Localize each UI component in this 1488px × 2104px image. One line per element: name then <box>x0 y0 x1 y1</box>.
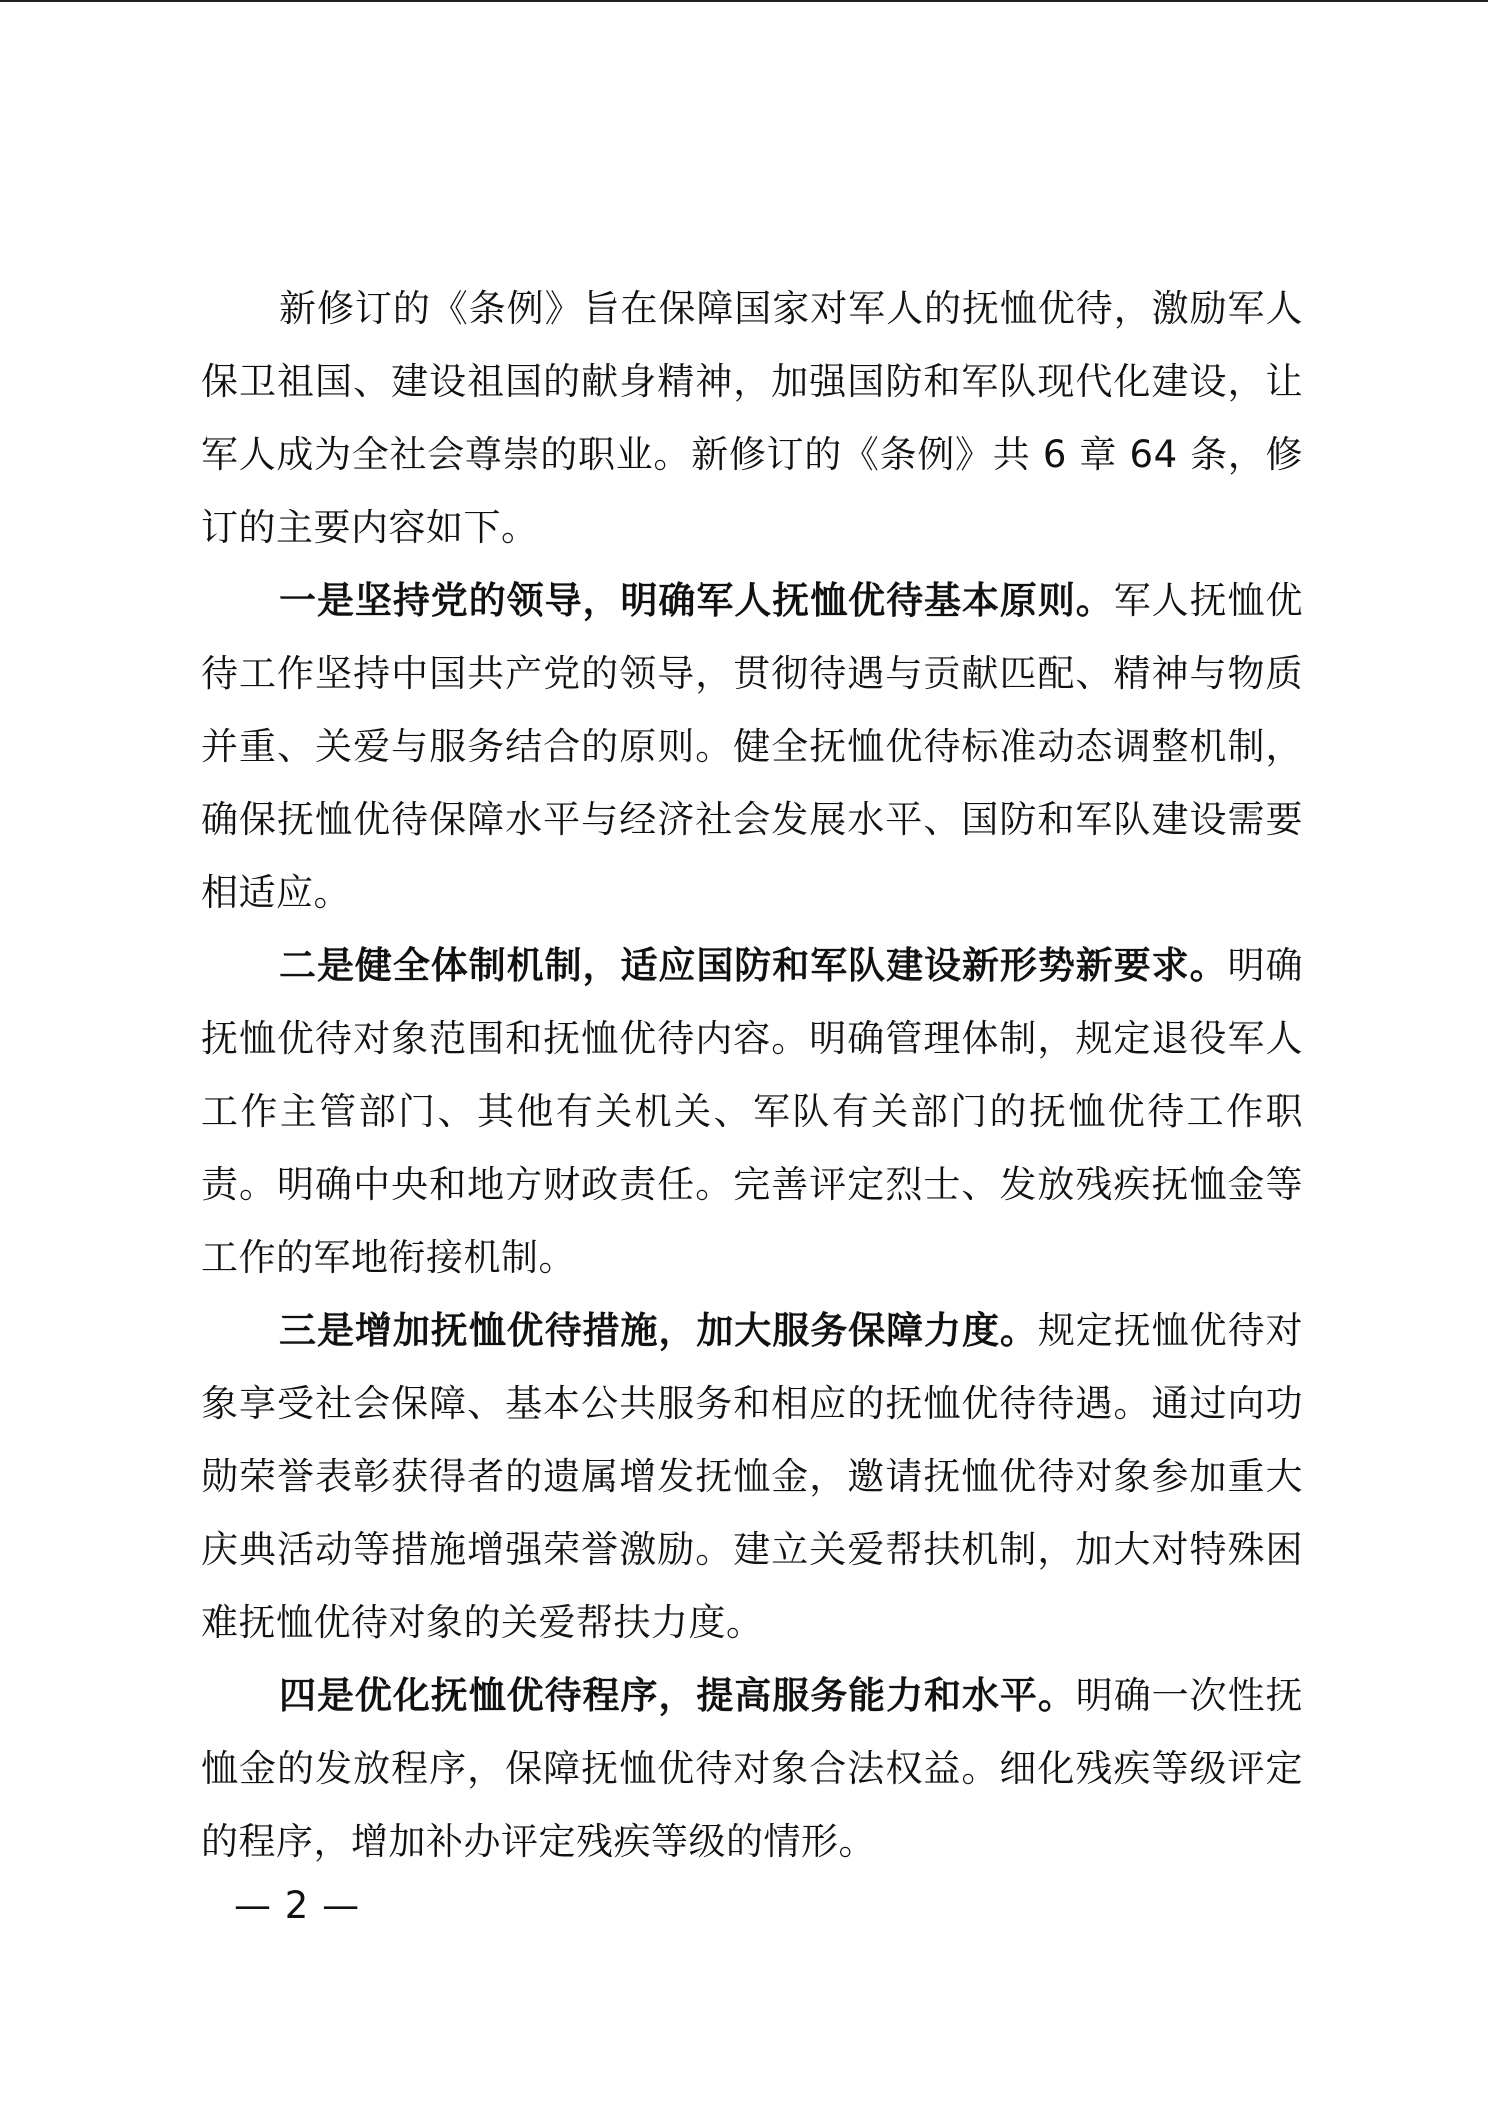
page-number: — 2 — <box>234 1884 361 1927</box>
paragraph-lead: 三是增加抚恤优待措施，加大服务保障力度。 <box>279 1309 1038 1352</box>
paragraph-point-two <box>201 929 1303 1294</box>
paragraph-text: 明确一次性抚恤金的发放程序，保障抚恤优待对象合法权益。细化残疾等级评定的程序，增加补办评定残疾等级的情形。 <box>201 1674 1304 1863</box>
document-body <box>201 272 1303 1878</box>
paragraph-point-three <box>201 1294 1303 1659</box>
paragraph-point-four <box>201 1659 1303 1878</box>
paragraph-lead: 一是坚持党的领导，明确军人抚恤优待基本原则。 <box>279 579 1114 622</box>
paragraph-intro <box>201 272 1303 564</box>
paragraph-lead: 四是优化抚恤优待程序，提高服务能力和水平。 <box>279 1674 1076 1717</box>
paragraph-point-one <box>201 564 1303 929</box>
paragraph-text: 新修订的《条例》旨在保障国家对军人的抚恤优待，激励军人保卫祖国、建设祖国的献身精神，加强国防和军队现代化建设，让军人成为全社会尊崇的职业。新修订的《条例》共 6 章 64 条，修订的主要内容如下。 <box>201 287 1303 549</box>
paragraph-text: 明确抚恤优待对象范围和抚恤优待内容。明确管理体制，规定退役军人工作主管部门、其他有关机关、军队有关部门的抚恤优待工作职责。明确中央和地方财政责任。完善评定烈士、发放残疾抚恤金等工作的军地衔接机制。 <box>201 944 1304 1279</box>
paragraph-text: 规定抚恤优待对象享受社会保障、基本公共服务和相应的抚恤优待待遇。通过向功勋荣誉表彰获得者的遗属增发抚恤金，邀请抚恤优待对象参加重大庆典活动等措施增强荣誉激励。建立关爱帮扶机制，加大对特殊困难抚恤优待对象的关爱帮扶力度。 <box>201 1309 1304 1644</box>
paragraph-lead: 二是健全体制机制，适应国防和军队建设新形势新要求。 <box>279 944 1228 987</box>
paragraph-text: 军人抚恤优待工作坚持中国共产党的领导，贯彻待遇与贡献匹配、精神与物质并重、关爱与服务结合的原则。健全抚恤优待标准动态调整机制，确保抚恤优待保障水平与经济社会发展水平、国防和军队建设需要相适应。 <box>201 579 1304 914</box>
top-border-line <box>0 0 1488 2</box>
